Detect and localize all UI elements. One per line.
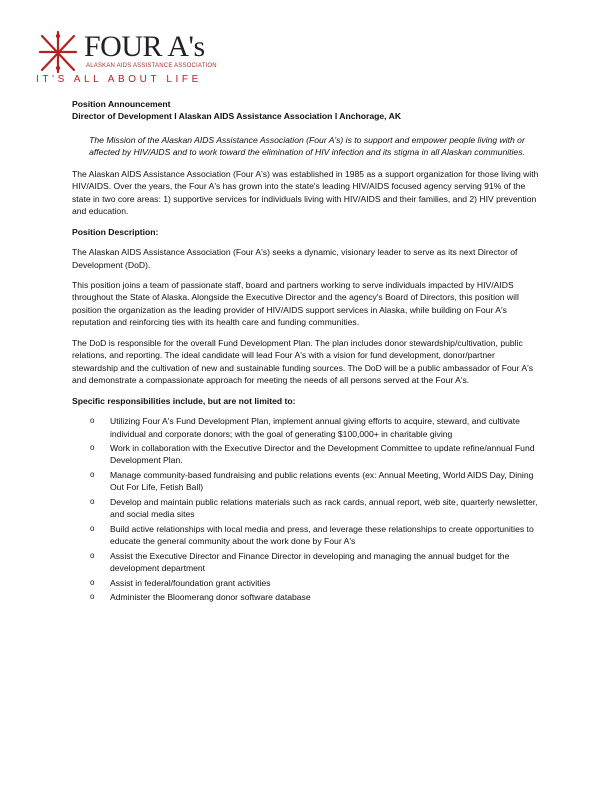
bullet-icon: o <box>90 523 95 533</box>
list-item <box>72 415 542 440</box>
list-item <box>72 469 542 494</box>
letterhead <box>36 28 276 84</box>
red-ribbon-cross-icon <box>36 30 80 74</box>
description-paragraph: The DoD is responsible for the overall Fund Development Plan. The plan includes donor stewardship/cultivation, public relations, and reporting. The ideal candidate will lead Four A's with a vision for fund development, donor/partner stewardship and the cultivation of new and sustainable funding sources. The DoD will be a public ambassador of Four A's and demonstrate a compassionate approach for meeting the needs of all persons served at the Four A's. <box>72 337 534 386</box>
list-item-text: Administer the Bloomerang donor software database <box>110 591 311 602</box>
logo-name: FOUR A's <box>84 30 205 63</box>
intro-paragraph: The Alaskan AIDS Assistance Association (Four A's) was established in 1985 as a support organization for those living with HIV/AIDS. Over the years, the Four A's has grown into the state's leading HIV/AIDS focused agency serving 91% of the state in two core areas: 1) supportive services for individuals living with HIV/AIDS and their families, and 2) HIV prevention and education. <box>72 168 539 217</box>
list-item-text: Utilizing Four A's Fund Development Plan, implement annual giving efforts to acquire, steward, and cultivate individual and corporate donors; with the goal of generating $100,000+ in charitable giving <box>110 416 520 439</box>
list-item <box>72 577 542 589</box>
position-description-heading: Position Description: <box>72 226 159 237</box>
bullet-icon: o <box>90 591 95 601</box>
announcement-title: Director of Development I Alaskan AIDS Assistance Association I Anchorage, AK <box>72 111 402 122</box>
responsibilities-heading: Specific responsibilities include, but are not limited to: <box>72 395 296 406</box>
bullet-icon: o <box>90 442 95 452</box>
list-item-text: Develop and maintain public relations materials such as rack cards, annual report, web site, quarterly newsletter, and social media sites <box>110 496 538 520</box>
bullet-icon: o <box>90 416 95 426</box>
list-item-text: Build active relationships with local media and press, and leverage these relationships to create opportunities to educate the general community about the work done by Four A's <box>110 523 534 547</box>
announcement-label: Position Announcement <box>72 99 171 109</box>
responsibilities-list <box>72 415 542 603</box>
list-item-text: Manage community-based fundraising and public relations events (ex: Annual Meeting, World AIDS Day, Dining Out For Life, Fetish Ball) <box>110 469 534 493</box>
list-item <box>72 523 542 548</box>
mission-statement: The Mission of the Alaskan AIDS Assistance Association (Four A's) is to support and empower people living with or affected by HIV/AIDS and to work toward the elimination of HIV infection and its stigma in all Alaskan communities. <box>89 134 525 158</box>
document-body <box>72 98 542 605</box>
description-paragraph: This position joins a team of passionate staff, board and partners working to serve individuals impacted by HIV/AIDS throughout the State of Alaska. Alongside the Executive Director and the agency's Board of Directors, this position will position the organization as the leading provider of HIV/AIDS support services in Alaska, while building on Four A's reputation and reinforcing ties with its health care and funding communities. <box>72 279 519 328</box>
bullet-icon: o <box>90 496 95 506</box>
list-item <box>72 496 542 521</box>
tagline: IT'S ALL ABOUT LIFE <box>36 74 202 85</box>
list-item-text: Assist the Executive Director and Finance Director in developing and managing the annual budget for the development department <box>110 550 510 574</box>
list-item-text: Assist in federal/foundation grant activities <box>110 577 271 588</box>
description-paragraph: The Alaskan AIDS Assistance Association (Four A's) seeks a dynamic, visionary leader to serve as its next Director of Development (DoD). <box>72 247 518 270</box>
logo-subtitle: ALASKAN AIDS ASSISTANCE ASSOCIATION <box>86 63 217 69</box>
bullet-icon: o <box>90 577 95 587</box>
list-item <box>72 442 542 467</box>
list-item <box>72 550 542 575</box>
bullet-icon: o <box>90 469 95 479</box>
list-item-text: Work in collaboration with the Executive Director and the Development Committee to update refine/annual Fund Development Plan. <box>110 442 535 466</box>
bullet-icon: o <box>90 550 95 560</box>
list-item <box>72 591 542 603</box>
